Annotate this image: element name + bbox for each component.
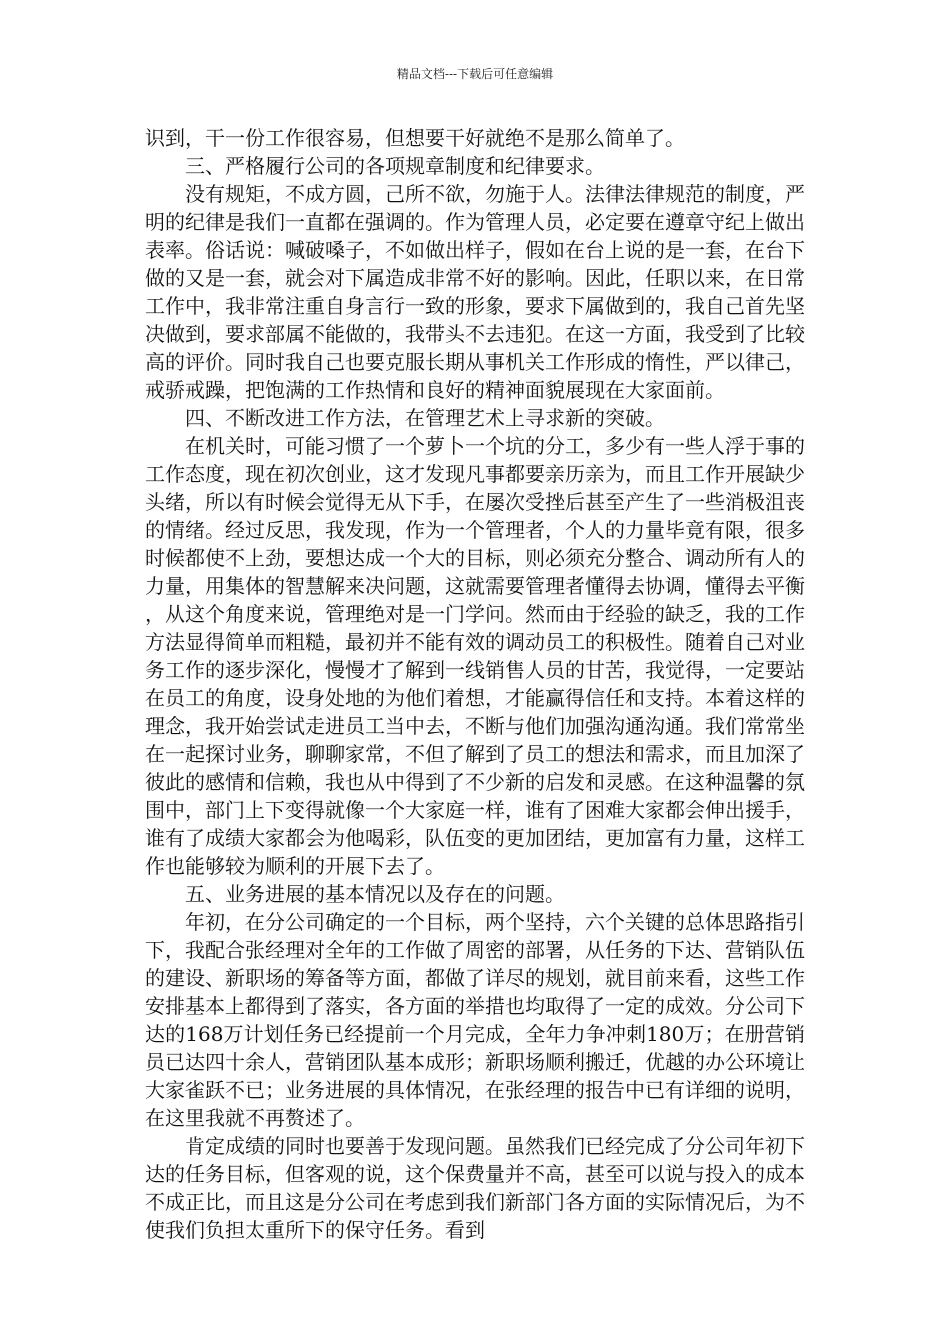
- page-header: 精品文档---下载后可任意编辑: [396, 67, 554, 81]
- paragraph-problems: 肯定成绩的同时也要善于发现问题。虽然我们已经完成了分公司年初下达的任务目标，但客观的说，这个保费量并不高，甚至可以说与投入的成本不成正比，而且这是分公司在考虑到我们新部门各方面的实际情况后，为不使我们负担太重所下的保守任务。看到: [145, 1134, 805, 1242]
- section-heading-3: 三、严格履行公司的各项规章制度和纪律要求。: [185, 154, 605, 178]
- paragraph-rules: 没有规矩，不成方圆，己所不欲，勿施于人。法律法律规范的制度，严明的纪律是我们一直都在强调的。作为管理人员，必定要在遵章守纪上做出表率。俗话说：喊破嗓子，不如做出样子，假如在台上说的是一套，在台下做的又是一套，就会对下属造成非常不好的影响。因此，任职以来，在日常工作中，我非常注重自身言行一致的形象，要求下属做到的，我自己首先坚决做到，要求部属不能做的，我带头不去违犯。在这一方面，我受到了比较高的评价。同时我自己也要克服长期从事机关工作形成的惰性，严以律己，戒骄戒躁，把饱满的工作热情和良好的精神面貌展现在大家面前。: [145, 182, 805, 402]
- section-heading-4: 四、不断改进工作方法，在管理艺术上寻求新的突破。: [185, 406, 665, 430]
- section-heading-5: 五、业务进展的基本情况以及存在的问题。: [185, 882, 565, 906]
- paragraph-continuation: 识到，干一份工作很容易，但想要干好就绝不是那么简单了。: [145, 126, 685, 150]
- document-body: [145, 124, 805, 1244]
- paragraph-progress: 年初，在分公司确定的一个目标，两个坚持，六个关键的总体思路指引下，我配合张经理对全年的工作做了周密的部署，从任务的下达、营销队伍的建设、新职场的筹备等方面，都做了详尽的规划，就目前来看，这些工作安排基本上都得到了落实，各方面的举措也均取得了一定的成效。分公司下达的168万计划任务已经提前一个月完成，全年力争冲刺180万；在册营销员已达四十余人，营销团队基本成形；新职场顺利搬迁，优越的办公环境让大家雀跃不已；业务进展的具体情况，在张经理的报告中已有详细的说明，在这里我就不再赘述了。: [145, 910, 805, 1130]
- paragraph-methods: 在机关时，可能习惯了一个萝卜一个坑的分工，多少有一些人浮于事的工作态度，现在初次创业，这才发现凡事都要亲历亲为，而且工作开展缺少头绪，所以有时候会觉得无从下手，在屡次受挫后甚至产生了一些消极沮丧的情绪。经过反思，我发现，作为一个管理者，个人的力量毕竟有限，很多时候都使不上劲，要想达成一个大的目标，则必须充分整合、调动所有人的力量，用集体的智慧解来决问题，这就需要管理者懂得去协调，懂得去平衡，从这个角度来说，管理绝对是一门学问。然而由于经验的缺乏，我的工作方法显得简单而粗糙，最初并不能有效的调动员工的积极性。随着自己对业务工作的逐步深化，慢慢才了解到一线销售人员的甘苦，我觉得，一定要站在员工的角度，设身处地的为他们着想，才能赢得信任和支持。本着这样的理念，我开始尝试走进员工当中去，不断与他们加强沟通沟通。我们常常坐在一起探讨业务，聊聊家常，不但了解到了员工的想法和需求，而且加深了彼此的感情和信赖，我也从中得到了不少新的启发和灵感。在这种温馨的氛围中，部门上下变得就像一个大家庭一样，谁有了困难大家都会伸出援手，谁有了成绩大家都会为他喝彩，队伍变的更加团结，更加富有力量，这样工作也能够较为顺利的开展下去了。: [145, 434, 805, 878]
